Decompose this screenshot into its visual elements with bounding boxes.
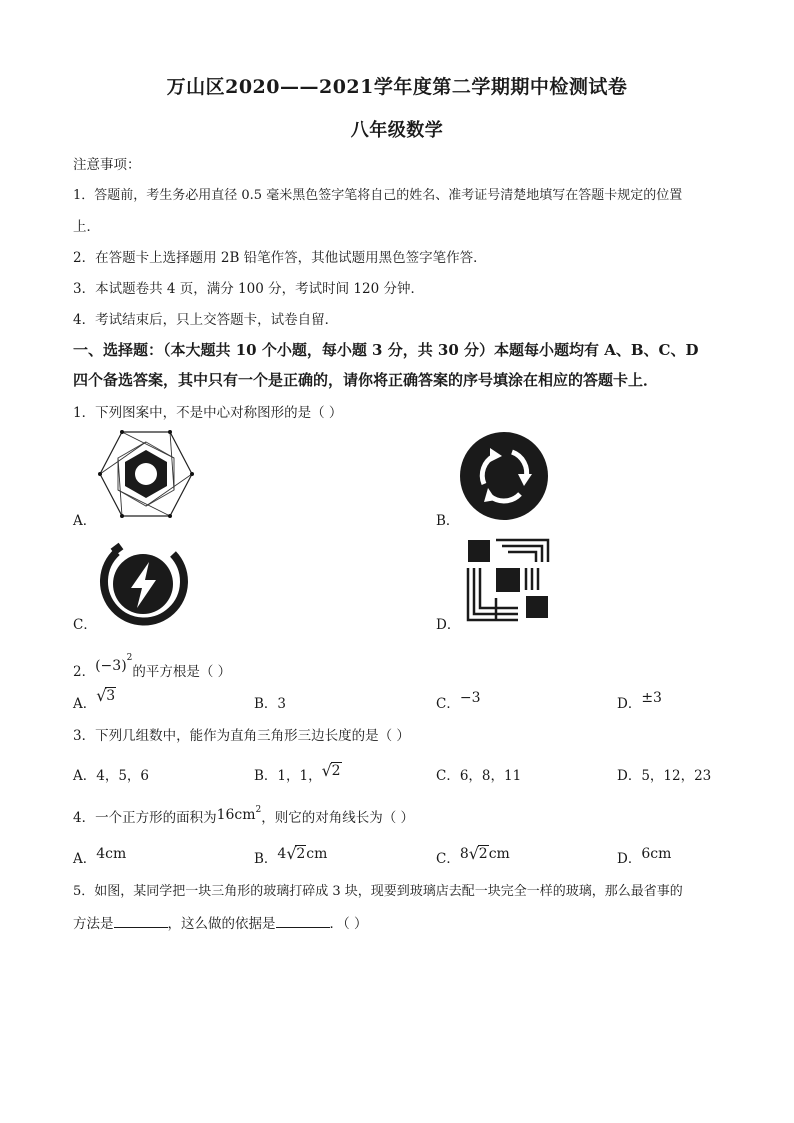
q4-option-c-unit: cm (488, 846, 510, 862)
radical-sign-icon: √ (468, 844, 479, 863)
section-heading-line1: 一、选择题：（本大题共 10 个小题，每小题 3 分，共 30 分）本题每小题均有 A、B、C、D (73, 341, 699, 359)
q3-option-b-text: B．1，1， (254, 768, 322, 784)
q5-method-label: 方法是 (73, 916, 114, 932)
q5-tail: ．（ ） (329, 916, 368, 932)
radical-sign-icon: √ (286, 844, 297, 863)
q4-option-b-unit: cm (306, 846, 328, 862)
question-5-line1: 5．如图，某同学把一块三角形的玻璃打碎成 3 块，现要到玻璃店去配一块完全一样的玻璃，那么最省事的 (73, 884, 683, 899)
q5-basis-label: ，这么做的依据是 (167, 916, 276, 932)
question-5-line2 (73, 912, 368, 932)
notes-heading: 注意事项： (73, 157, 141, 173)
radical-sign-icon: √ (321, 761, 332, 780)
q3-option-b (254, 761, 342, 784)
question-4-stem (73, 805, 414, 826)
q4-option-c (436, 844, 510, 867)
question-2-stem (73, 653, 231, 680)
q4-option-b (254, 844, 328, 867)
q2-number: 2． (73, 664, 96, 680)
radical-sign-icon: √ (96, 686, 107, 705)
q2-option-a (73, 686, 116, 712)
q2-option-d-value: ±3 (641, 690, 662, 706)
q2-stem-tail: 的平方根是（ ） (132, 664, 232, 680)
exam-title: 万山区2020——2021学年度第二学期期中检测试卷 (166, 76, 628, 98)
q1-option-b-label: B． (436, 513, 460, 529)
note-item-3: 3．本试题卷共 4 页，满分 100 分，考试时间 120 分钟． (73, 281, 424, 297)
question-3-stem: 3．下列几组数中，能作为直角三角形三边长度的是（ ） (73, 728, 410, 744)
q2-exponent: 2 (126, 653, 133, 663)
q4-option-a-value: 4cm (96, 846, 127, 862)
q4-stem-head: 4．一个正方形的面积为 (73, 810, 217, 826)
q4-option-d-label: D． (617, 851, 642, 867)
q2-option-a-radicand: 3 (106, 688, 116, 704)
question-1-stem: 1．下列图案中，不是中心对称图形的是（ ） (73, 405, 343, 421)
q1-option-a-label: A． (73, 513, 97, 529)
q4-option-c-radicand: 2 (478, 846, 488, 862)
q4-option-b-coef: 4 (277, 846, 287, 862)
note-item-4: 4．考试结束后，只上交答题卡，试卷自留． (73, 312, 339, 328)
note-item-1: 1．答题前，考生务必用直径 0.5 毫米黑色签字笔将自己的姓名、准考证号清楚地填写在答题卡规定的位置 (73, 188, 683, 203)
q2-option-c (436, 692, 480, 712)
exam-subtitle: 八年级数学 (350, 120, 444, 141)
q4-stem-tail: ，则它的对角线长为（ ） (261, 810, 415, 826)
q5-method-blank[interactable] (114, 915, 168, 928)
q3-option-c: C．6，8，11 (436, 768, 522, 784)
q2-option-c-label: C． (436, 696, 460, 712)
q2-option-d (617, 692, 662, 712)
q1-option-d-label: D． (436, 617, 461, 633)
q4-option-c-coef: 8 (459, 846, 469, 862)
q4-area: 16cm (216, 807, 256, 823)
rotation-arrows-circle-icon (458, 430, 550, 522)
q2-option-d-label: D． (617, 696, 642, 712)
lightning-bolt-circle-icon (97, 536, 189, 628)
q3-option-a: A．4，5，6 (73, 768, 150, 784)
q5-basis-blank[interactable] (276, 915, 330, 928)
striped-squares-logo-icon (466, 538, 552, 622)
note-item-1-cont: 上． (73, 219, 100, 235)
q2-option-b: B．3 (254, 696, 287, 712)
q4-option-a-label: A． (73, 851, 97, 867)
q2-option-c-value: −3 (459, 690, 481, 706)
q3-option-b-radicand: 2 (331, 763, 341, 779)
q4-option-a (73, 847, 126, 867)
q4-option-c-label: C． (436, 851, 460, 867)
q4-option-d-value: 6cm (641, 846, 672, 862)
q4-option-b-radicand: 2 (296, 846, 306, 862)
section-heading-line2: 四个备选答案，其中只有一个是正确的，请你将正确答案的序号填涂在相应的答题卡上． (73, 371, 659, 389)
q4-option-b-label: B． (254, 851, 278, 867)
q4-area-exponent: 2 (255, 805, 262, 815)
q2-base: (−3) (95, 658, 127, 674)
note-item-2: 2．在答题卡上选择题用 2B 铅笔作答，其他试题用黑色签字笔作答． (73, 250, 487, 266)
q3-option-d: D．5，12，23 (617, 768, 712, 784)
hexagon-nut-logo-icon (96, 428, 196, 520)
q2-option-a-label: A． (73, 696, 97, 712)
q4-option-d (617, 847, 671, 867)
q1-option-c-label: C． (73, 617, 97, 633)
